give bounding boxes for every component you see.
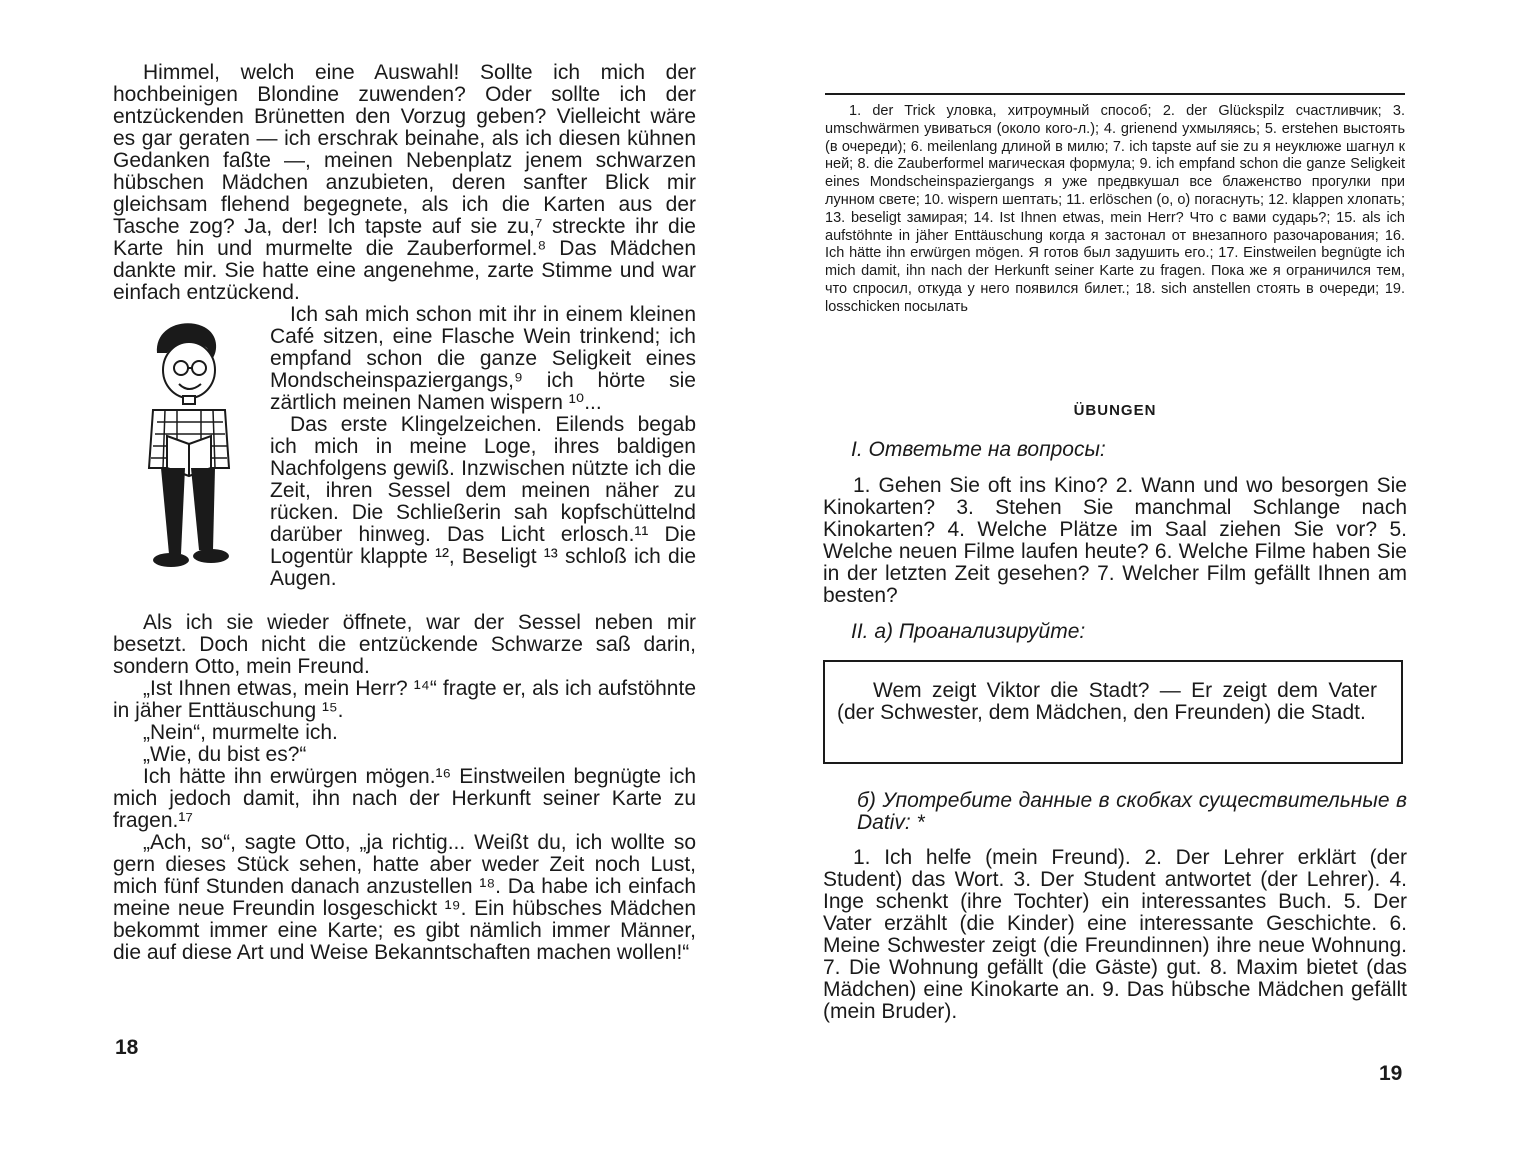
- paragraph: „Wie, du bist es?“: [143, 743, 307, 766]
- paragraph: Das erste Klingelzeichen. Eilends begab ich mich in meine Loge, ihres baldigen Nachfolgens gewiß. Inzwischen nützte ich die Zeit, ihren Sessel dem meinen näher zu rücken. Die Schließerin sah kopfschüttelnd darüber hinweg. Das Licht erlosch.¹¹ Die Logentür klappte ¹², Beseligt ¹³ schloß ich die Augen.: [270, 413, 696, 590]
- man-reading-illustration: [127, 318, 237, 578]
- page-number: 19: [1379, 1062, 1403, 1085]
- exercise-1-text: [823, 475, 1407, 607]
- right-page: [759, 0, 1518, 1168]
- example-text: Wem zeigt Viktor die Stadt? — Er zeigt dem Vater (der Schwester, dem Mädchen, den Freunden) die Stadt.: [837, 679, 1377, 724]
- illustration-block: [113, 304, 696, 612]
- paragraph: Ich hätte ihn erwürgen mögen.¹⁶ Einstweilen begnügte ich mich jedoch damit, ihn nach der Herkunft seiner Karte zu fragen.¹⁷: [113, 765, 696, 832]
- footnotes-text: 1. der Trick уловка, хитроумный способ; 2. der Glückspilz счастливчик; 3. umschwärmen увиваться (около кого-л.); 4. grienend ухмыляясь; 5. erstehen выстоять (в очереди); 6. meilenlang длиной в милю; 7. ich tapste auf sie zu я неуклюже шагнул к ней; 8. die Zauberformel магическая формула; 9. ich empfand schon die ganze Seligkeit eines Mondscheinspaziergangs я уже предвкушал все блаженство прогулки при лунном свете; 10. wispern шептать; 11. erlöschen (o, o) погаснуть; 12. klappen хлопать; 13. beseligt замирая; 14. Ist Ihnen etwas, mein Herr? Что с вами сударь?; 15. als ich aufstöhnte in jäher Enttäuschung когда я застонал от внезапного разочарования; 16. Ich hätte ihn erwürgen mögen. Я готов был задушить его.; 17. Einstweilen begnügte ich mich damit, ihn nach der Herkunft seiner Karte zu fragen. Пока же я ограничился тем, что спросил, откуда у него появился билет.; 18. sich anstellen стоять в очереди; 19. losschicken посылать: [825, 103, 1405, 315]
- paragraph: Ich sah mich schon mit ihr in einem kleinen Café sitzen, eine Flasche Wein trinkend; ich empfand schon die ganze Seligkeit eines Mondscheinspaziergangs,⁹ ich hörte sie zärtlich meinen Namen wispern ¹⁰...: [270, 303, 696, 414]
- page-number: 18: [115, 1036, 139, 1059]
- left-text-column: [113, 62, 696, 964]
- paragraph: „Nein“, murmelte ich.: [143, 721, 338, 744]
- paragraph: Als ich sie wieder öffnete, war der Sessel neben mir besetzt. Doch nicht die entzückende Schwarze saß darin, sondern Otto, mein Freund.: [113, 611, 696, 678]
- paragraph: „Ist Ihnen etwas, mein Herr? ¹⁴“ fragte er, als ich aufstöhnte in jäher Enttäuschung ¹⁵.: [113, 677, 696, 722]
- paragraph: 1. Gehen Sie oft ins Kino? 2. Wann und wo besorgen Sie Kinokarten? 3. Stehen Sie manchmal Schlange nach Kinokarten? 4. Welche Plätze im Saal ziehen Sie vor? 5. Welche neuen Filme laufen heute? 6. Welche Filme haben Sie in der letzten Zeit gesehen? 7. Welcher Film gefällt Ihnen am besten?: [823, 474, 1407, 607]
- paragraph: Himmel, welch eine Auswahl! Sollte ich mich der hochbeinigen Blondine zuwenden? Oder sollte ich der entzückenden Brünetten den Vorzug geben? Vielleicht wäre es gar geraten — ich erschrak beinahe, als ich diesen kühnen Gedanken faßte —, meinen Nebenplatz jenem schwarzen hübschen Mädchen anzubieten, deren sanfter Blick mir gleichsam flehend begegnete, als ich die Karten aus der Tasche zog? Ja, der! Ich tapste auf sie zu,⁷ streckte ihr die Karte hin und murmelte die Zauberformel.⁸ Das Mädchen dankte mir. Sie hatte eine angenehme, zarte Stimme und war einfach entzückend.: [113, 61, 696, 304]
- footnotes: [825, 103, 1405, 317]
- exercise-2a-heading: II. а) Проанализируйте:: [851, 620, 1086, 643]
- exercise-2b-text: [823, 847, 1407, 1023]
- exercises-title: ÜBUNGEN: [1073, 402, 1157, 419]
- paragraph: 1. Ich helfe (mein Freund). 2. Der Lehrer erklärt (der Student) das Wort. 3. Der Student antwortet (der Lehrer). 4. Inge schenkt (ihre Tochter) ein interessantes Buch. 5. Der Vater erzählt (die Kinder) eine interessante Geschichte. 6. Meine Schwester zeigt (die Freundinnen) ihre neue Wohnung. 7. Die Wohnung gefällt (die Gäste) gut. 8. Maxim bietet (das Mädchen) eine Kinokarte an. 9. Das hübsche Mädchen gefällt (mein Bruder).: [823, 846, 1407, 1023]
- exercise-2b-heading: б) Употребите данные в скобках существительные в Dativ: *: [857, 789, 1407, 834]
- text-beside-illustration: [270, 304, 696, 590]
- exercise-1-heading: I. Ответьте на вопросы:: [851, 438, 1106, 461]
- example-box: [823, 660, 1403, 764]
- footnote-divider: [825, 93, 1405, 95]
- paragraph: „Ach, so“, sagte Otto, „ja richtig... Weißt du, ich wollte so gern dieses Stück sehen, hatte aber weder Zeit noch Lust, mich fünf Stunden danach anzustellen ¹⁸. Da habe ich einfach meine neue Freundin losgeschickt ¹⁹. Ein hübsches Mädchen bekommt immer eine Karte; es gibt nämlich immer Männer, die auf diese Art und Weise Bekanntschaften machen wollen!“: [113, 831, 696, 964]
